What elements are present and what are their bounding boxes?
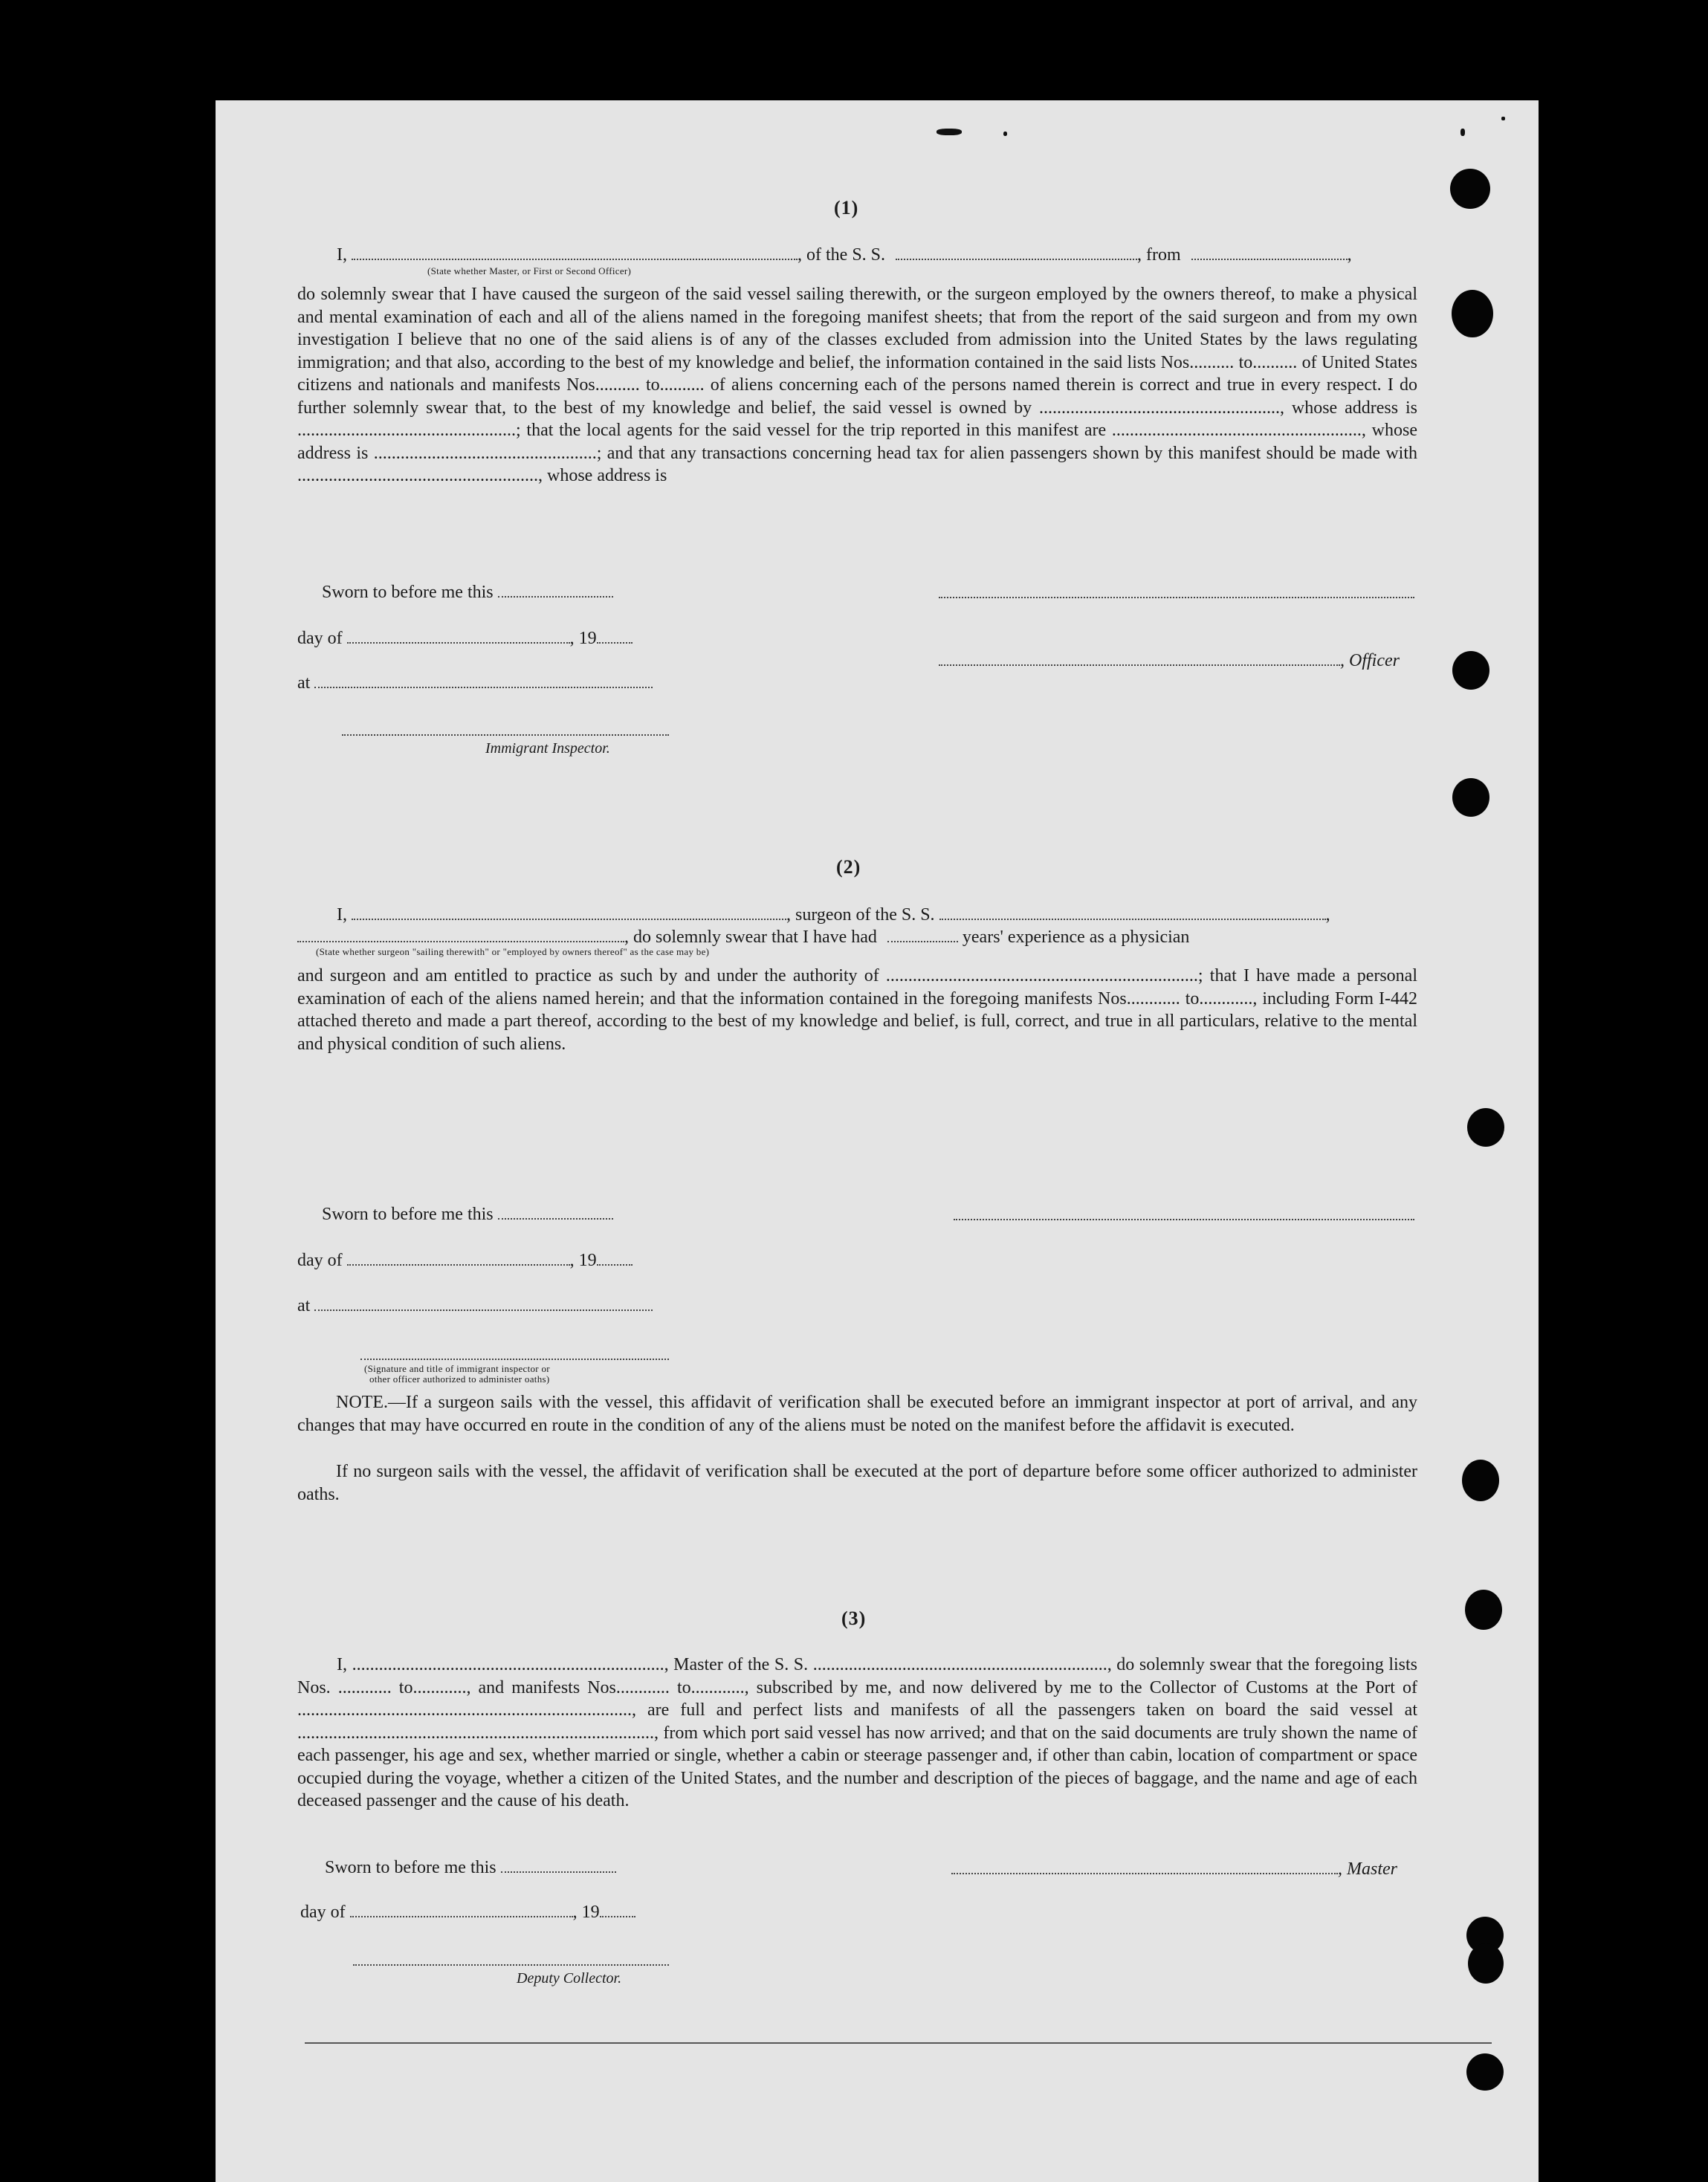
year-blank bbox=[597, 1251, 633, 1266]
surgeon-signature-line bbox=[954, 1219, 1414, 1220]
section-1-line1 bbox=[337, 245, 1352, 265]
ink-speck bbox=[1003, 132, 1007, 136]
vessel-name-blank bbox=[896, 245, 1137, 260]
section-3-number: (3) bbox=[841, 1608, 867, 1629]
inspector-caption: Immigrant Inspector. bbox=[485, 740, 610, 757]
section-1-sworn bbox=[322, 582, 613, 603]
surgeon-status-blank bbox=[297, 927, 624, 942]
punch-hole-7 bbox=[1465, 1590, 1502, 1630]
place-blank bbox=[314, 1296, 653, 1311]
sworn-label: Sworn to before me this bbox=[322, 583, 494, 602]
officer-caption: , Officer bbox=[1340, 651, 1400, 670]
punch-hole-10 bbox=[1466, 2053, 1504, 2091]
punch-hole-1 bbox=[1450, 169, 1490, 209]
punch-hole-4 bbox=[1452, 778, 1489, 817]
master-signature-blank bbox=[951, 1859, 1338, 1874]
month-blank bbox=[350, 1903, 573, 1917]
signature-note-1: (Signature and title of immigrant inspector or bbox=[364, 1363, 550, 1374]
note-text: —If a surgeon sails with the vessel, this affidavit of verification shall be executed before an immigrant inspector at port of arrival, and any changes that may have occurred en route in the condition of any of the aliens must be noted on the manifest before the affidavit is executed. bbox=[297, 1393, 1417, 1435]
collector-signature-line bbox=[353, 1964, 669, 1966]
sworn-label: Sworn to before me this bbox=[322, 1205, 494, 1224]
officer-signature-blank bbox=[939, 651, 1340, 666]
section-3-day bbox=[300, 1902, 635, 1923]
sworn-date-blank bbox=[498, 583, 613, 598]
year-blank bbox=[597, 629, 633, 644]
sworn-date-blank bbox=[498, 1205, 613, 1220]
section-1-at bbox=[297, 673, 653, 693]
day-of-label: day of bbox=[300, 1903, 346, 1922]
section-2-state-note: (State whether surgeon "sailing therewith" or "employed by owners thereof" as the case may be) bbox=[316, 946, 710, 957]
year-blank bbox=[600, 1903, 635, 1917]
sworn-label: Sworn to before me this bbox=[325, 1858, 496, 1877]
section-2-day bbox=[297, 1250, 633, 1271]
section-3-sworn bbox=[325, 1857, 616, 1878]
swear-label: , do solemnly swear that I have had bbox=[624, 927, 877, 947]
master-caption: , Master bbox=[1338, 1859, 1397, 1879]
inspector-signature-line bbox=[342, 734, 669, 736]
port-from-blank bbox=[1191, 245, 1348, 260]
years-label: years' experience as a physician bbox=[962, 927, 1190, 947]
section-1-day bbox=[297, 628, 633, 649]
place-blank bbox=[314, 673, 653, 688]
year-label: , 19 bbox=[569, 1251, 597, 1270]
section-2-note bbox=[297, 1391, 1417, 1437]
ink-speck bbox=[1460, 129, 1465, 136]
day-of-label: day of bbox=[297, 1251, 343, 1270]
document-page bbox=[216, 100, 1539, 2182]
punch-hole-5 bbox=[1467, 1108, 1504, 1147]
at-label: at bbox=[297, 673, 311, 693]
vessel-name-blank-2 bbox=[939, 905, 1326, 920]
section-2-at bbox=[297, 1295, 653, 1316]
section-2-note-2: If no surgeon sails with the vessel, the affidavit of verification shall be executed at the port of departure before some officer authorized to administer oaths. bbox=[297, 1462, 1417, 1504]
day-of-label: day of bbox=[297, 629, 343, 648]
section-2-line1 bbox=[337, 904, 1330, 925]
verifier-signature-line bbox=[360, 1359, 669, 1360]
section-2-oath-text: and surgeon and am entitled to practice as such by and under the authority of ......................................................................; that I have made a personal examination of each of the aliens named herein; and that the information contained in the foregoing manifests Nos............ to............, including Form I-442 attached thereto and made a part thereof, according to the best of my knowledge and belief, is full, correct, and true in all particulars, relative to the mental and physical condition of such aliens. bbox=[297, 966, 1417, 1054]
year-label: , 19 bbox=[572, 1903, 600, 1922]
from-label: , from bbox=[1137, 245, 1181, 265]
section-1-state-note: (State whether Master, or First or Second Officer) bbox=[427, 265, 632, 276]
signature-note-2: other officer authorized to administer oaths) bbox=[369, 1373, 550, 1385]
officer-signature-line-1 bbox=[939, 597, 1414, 598]
section-1-oath-text: do solemnly swear that I have caused the surgeon of the said vessel sailing therewith, or the surgeon employed by the owners thereof, to make a physical and mental examination of each and all of the aliens named in the foregoing manifest sheets; that from the report of the said surgeon and from my own investigation I believe that no one of the said aliens is of any of the classes excluded from admission into the United States by the laws regulating immigration; and that also, according to the best of my knowledge and belief, the information contained in the said lists Nos.......... to.......... of United States citizens and nationals and manifests Nos.......... to.......... of aliens concerning each of the persons named therein is correct and true in every respect. I do further solemnly swear that, to the best of my knowledge and belief, the said vessel is owned by ......................................................, whose address is .................................................; that the local agents for the said vessel for the trip reported in this manifest are ........................................................, whose address is ..................................................; and that any transactions concerning head tax for alien passengers shown by this manifest should be made with ......................................................, whose address is bbox=[297, 285, 1417, 485]
collector-caption: Deputy Collector. bbox=[517, 1970, 622, 1987]
punch-hole-3 bbox=[1452, 651, 1489, 690]
year-label: , 19 bbox=[569, 629, 597, 648]
month-blank bbox=[347, 629, 570, 644]
section-3-oath-text: I, ......................................................................, Master of the S. S. .................................................................., do solemnly swear that the foregoing lists Nos. ............ to............, and manifests Nos............ to............, subscribed by me, and now delivered by me to the Collector of Customs at the Port of ..........................................................................., are full and perfect lists and manifests of all the passengers taken on board the said vessel at ................................................................................, from which port said vessel has now arrived; and that on the said documents are truly shown the name of each passenger, his age and sex, whether married or single, whether a cabin or steerage passenger and, if other than cabin, location of compartment or space occupied during the voyage, whether a citizen of the United States, and the number and description of the pieces of baggage, and the name and age of each deceased passenger and the cause of his death. bbox=[297, 1655, 1417, 1810]
note-label: NOTE. bbox=[336, 1393, 388, 1412]
surgeon-name-blank bbox=[352, 905, 786, 920]
officer-name-blank bbox=[352, 245, 798, 260]
at-label: at bbox=[297, 1296, 311, 1315]
master-signature bbox=[951, 1859, 1397, 1880]
i-label: I, bbox=[337, 905, 347, 925]
punch-hole-6 bbox=[1462, 1460, 1499, 1501]
ink-speck bbox=[1501, 117, 1505, 120]
of-ss-label: , of the S. S. bbox=[798, 245, 886, 265]
officer-signature bbox=[939, 650, 1400, 671]
month-blank bbox=[347, 1251, 570, 1266]
punch-hole-2 bbox=[1452, 290, 1493, 337]
ink-speck bbox=[937, 129, 962, 135]
punch-hole-9 bbox=[1468, 1943, 1504, 1984]
bottom-rule bbox=[305, 2042, 1492, 2044]
i-label: I, bbox=[337, 245, 347, 265]
section-1-number: (1) bbox=[834, 197, 859, 218]
line-end: , bbox=[1347, 245, 1352, 265]
section-2-line2 bbox=[297, 927, 1189, 948]
surgeon-of-label: , surgeon of the S. S. bbox=[786, 905, 935, 925]
section-2-sworn bbox=[322, 1204, 613, 1225]
years-blank bbox=[887, 927, 958, 942]
sworn-date-blank bbox=[501, 1858, 616, 1873]
section-2-number: (2) bbox=[836, 856, 861, 878]
line-end: , bbox=[1325, 905, 1330, 925]
